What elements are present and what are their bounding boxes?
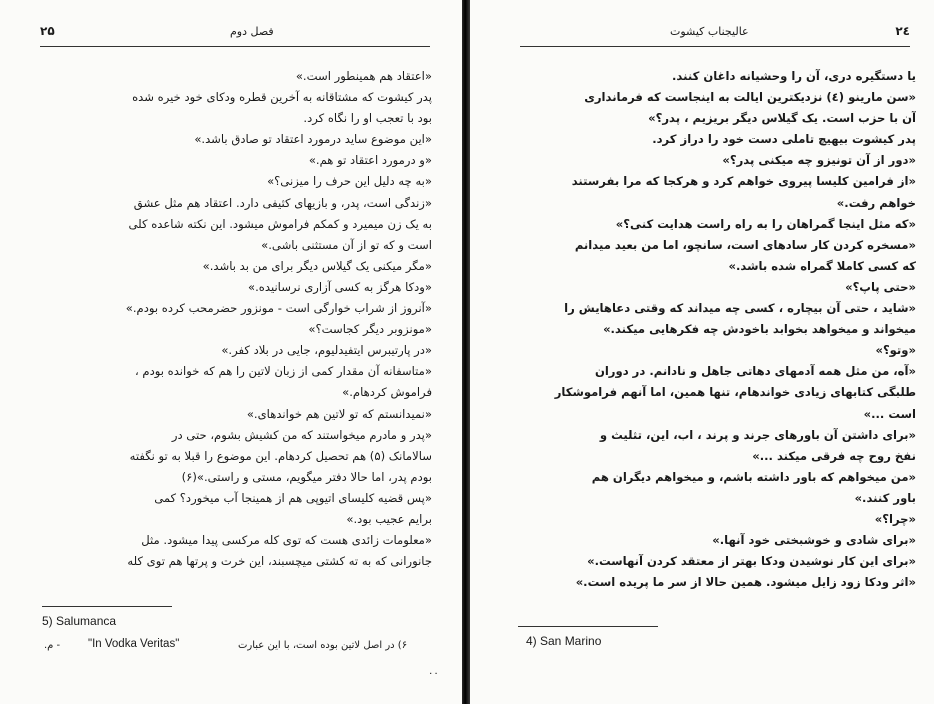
- text-line: «چرا؟»: [874, 511, 916, 526]
- text-line: «این موضوع ساید درمورد اعتقاد تو صادق باشد.»: [194, 132, 432, 147]
- text-line: «مسخره کردن کار سادهای است، سانچو، اما من بعید میدانم: [574, 237, 916, 252]
- left-footnote-5: 5) Salumanca: [42, 614, 117, 628]
- right-page-header: [520, 22, 910, 44]
- text-line: «که مثل اینجا گمراهان را به راه راست هدایت کنی؟»: [615, 216, 916, 231]
- text-line: خواهم رفت.»: [836, 195, 916, 210]
- text-line: «اثر ودکا زود زایل میشود. همین حالا از سر ما پریده است.»: [575, 575, 916, 590]
- text-line: برایم عجیب بود.»: [346, 511, 432, 526]
- right-page-body: [518, 66, 916, 593]
- text-line: «برای شادی و خوشبختی خود آنها.»: [712, 533, 916, 548]
- text-line: «برای داشتن آن باورهای جرند و پرند ، اب، این، تثلیث و: [599, 427, 916, 442]
- left-footnote-6-end: - م.: [44, 640, 61, 651]
- text-line: «معلومات زائدی هست که توی کله مرکسی پیدا میشود. مثل: [141, 533, 432, 548]
- left-page: [0, 0, 462, 704]
- text-line: که کسی کاملا گمراه شده باشد.»: [728, 258, 916, 273]
- text-line: «من میخواهم که باور داشته باشم، و میخواهم دیگران هم: [591, 469, 916, 484]
- text-line: «نمیدانستم که تو لاتین هم خواندهای.»: [246, 406, 432, 421]
- text-line: «شاید ، حتی آن بیچاره ، کسی چه میداند که وقتی دعاهایش را: [564, 301, 916, 316]
- left-footnote-6-quote: "In Vodka Veritas": [88, 638, 180, 650]
- text-line: بودم پدر، اما حالا دفتر میگویم، مستی و راستی.»(۶): [181, 469, 432, 484]
- left-page-number: ۲۵: [40, 24, 55, 38]
- left-bottom-mark: ۰۰: [428, 668, 439, 679]
- text-line: «به چه دلیل این حرف را میزنی؟»: [267, 174, 432, 189]
- text-line: به یک زن میمیرد و کمکم فراموش میشود. این نکته شاعده کلی: [128, 216, 432, 231]
- text-line: «زندگی است، پدر، و بازیهای کثیفی دارد. اعتقاد هم مثل عشق: [133, 195, 432, 210]
- text-line: «وتو؟»: [875, 343, 916, 358]
- text-line: «و درمورد اعتقاد تو هم.»: [308, 153, 432, 168]
- right-page: [470, 0, 934, 704]
- text-line: میخواند و میخواهد بخوابد باخودش چه فکرهایی میکند.»: [603, 322, 916, 337]
- text-line: «پس قضیه کلیسای اتیوپی هم از همینجا آب میخورد؟ کمی: [154, 490, 432, 505]
- right-footnote-4: 4) San Marino: [526, 634, 602, 648]
- text-line: «آه، من مثل همه آدمهای دهاتی جاهل و نادانم. در دوران: [594, 364, 916, 379]
- text-line: «مگر میکنی یک گیلاس دیگر برای من بد باشد.»: [202, 258, 432, 273]
- text-line: پدر کیشوت بیهیچ تاملی دست خود را دراز کرد.: [652, 132, 916, 147]
- right-header-rule: [520, 46, 910, 47]
- left-page-header-title: فصل دوم: [230, 25, 274, 38]
- text-line: آن با حزب است. یک گیلاس دیگر بریزیم ، پدر؟»: [648, 111, 916, 126]
- text-line: «اعتقاد هم همینطور است.»: [295, 69, 432, 83]
- text-line: پدر کیشوت که مشتاقانه به آخرین قطره ودکای خود خیره شده: [132, 90, 432, 105]
- left-footnote-6-text: ۶) در اصل لاتین بوده است، با این عبارت: [238, 640, 408, 651]
- text-line: «متاسفانه آن مقدار کمی از زبان لاتین را هم که خوانده بودم ،: [134, 364, 432, 379]
- text-line: «برای این کار نوشیدن ودکا بهتر از معتقد کردن آنهاست.»: [587, 554, 916, 569]
- text-line: «از فرامین کلیسا پیروی خواهم کرد و هرکجا که مرا بفرستند: [571, 174, 916, 189]
- text-line: است ...»: [863, 406, 916, 421]
- text-line: «مونزوبر دیگر کجاست؟»: [308, 322, 432, 337]
- left-page-body: [42, 66, 432, 572]
- left-footnote-rule: [42, 606, 172, 607]
- text-line: نفخ روح چه فرقی میکند ...»: [752, 448, 916, 463]
- text-line: فراموش کردهام.»: [342, 385, 432, 400]
- left-page-header: [40, 22, 430, 44]
- text-line: بود با تعجب او را نگاه کرد.: [303, 111, 432, 126]
- left-header-rule: [40, 46, 430, 47]
- text-line: است و که تو از آن مستثنی باشی.»: [261, 237, 432, 252]
- right-page-header-title: عالیجناب کیشوت: [670, 25, 749, 38]
- right-footnote-rule: [518, 626, 658, 627]
- text-line: «حتی پاپ؟»: [845, 279, 916, 294]
- text-line: «سن مارینو (٤) نزدیکترین ایالت به اینجاست که فرمانداری: [584, 90, 916, 105]
- text-line: طلبگی کتابهای زیادی خواندهام، تنها همین، اما آنهم فراموشکار: [554, 385, 916, 400]
- book-gutter: [462, 0, 470, 704]
- text-line: یا دستگیره دری، آن را وحشیانه داغان کنند.: [672, 69, 916, 83]
- text-line: سالامانک (۵) هم تحصیل کردهام. این موضوع را قبلا به تو نگفته: [129, 448, 432, 463]
- right-page-number: ۲٤: [895, 24, 910, 38]
- text-line: «پدر و مادرم میخواستند که من کشیش بشوم، حتی در: [171, 427, 432, 442]
- text-line: «آنروز از شراب خوارگی است - مونزور حضرمحب کرده بودم.»: [125, 301, 432, 316]
- text-line: «دور از آن تونیزو چه میکنی پدر؟»: [722, 153, 916, 168]
- text-line: «در پارتیبرس ایتفیدلیوم، جایی در بلاد کفر.»: [221, 343, 432, 358]
- text-line: باور کنند.»: [854, 490, 916, 505]
- text-line: «ودکا هرگز به کسی آزاری نرسانیده.»: [248, 279, 432, 294]
- text-line: جانورانی که به ته کشتی میچسبند، این خرت و پرتها هم توی کله: [127, 554, 432, 569]
